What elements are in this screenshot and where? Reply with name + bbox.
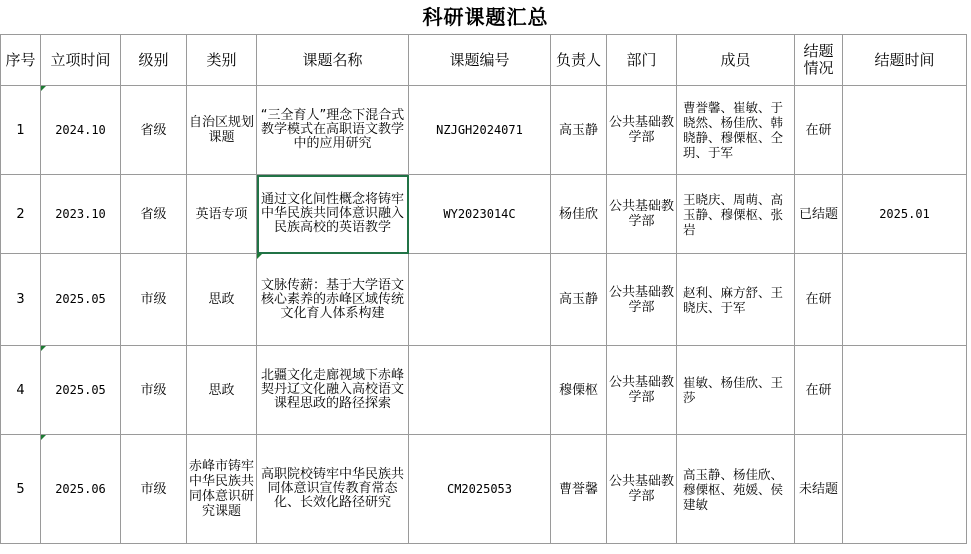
cell-leader[interactable]: 曹誉馨: [551, 435, 607, 544]
header-row: [1, 35, 967, 86]
cell-code[interactable]: CM2025053: [409, 435, 551, 544]
cell-end-date[interactable]: [843, 346, 967, 435]
cell-leader[interactable]: 高玉静: [551, 254, 607, 346]
table-row: [1, 86, 967, 175]
cell-date[interactable]: 2025.05: [41, 254, 121, 346]
cell-members[interactable]: 赵利、麻方舒、王晓庆、于军: [677, 254, 795, 346]
cell-category[interactable]: 赤峰市铸牢中华民族共同体意识研究课题: [187, 435, 257, 544]
header-dept[interactable]: 部门: [607, 35, 677, 86]
cell-no[interactable]: 1: [1, 86, 41, 175]
cell-end-date[interactable]: 2025.01: [843, 175, 967, 254]
cell-code[interactable]: [409, 346, 551, 435]
cell-code[interactable]: [409, 254, 551, 346]
cell-members[interactable]: 高玉静、杨佳欣、穆傈枢、苑媛、侯建敏: [677, 435, 795, 544]
cell-name[interactable]: 高职院校铸牢中华民族共同体意识宣传教育常态化、长效化路径研究: [257, 435, 409, 544]
cell-end-date[interactable]: [843, 86, 967, 175]
cell-level[interactable]: 省级: [121, 175, 187, 254]
table-row: [1, 346, 967, 435]
cell-status[interactable]: 在研: [795, 254, 843, 346]
cell-dept[interactable]: 公共基础教学部: [607, 175, 677, 254]
cell-category[interactable]: 思政: [187, 346, 257, 435]
cell-end-date[interactable]: [843, 435, 967, 544]
cell-leader[interactable]: 穆傈枢: [551, 346, 607, 435]
cell-name[interactable]: 文脉传薪：基于大学语文核心素养的赤峰区域传统文化育人体系构建: [257, 254, 409, 346]
cell-level[interactable]: 省级: [121, 86, 187, 175]
header-status[interactable]: 结题情况: [795, 35, 843, 86]
cell-no[interactable]: 2: [1, 175, 41, 254]
cell-end-date[interactable]: [843, 254, 967, 346]
cell-date[interactable]: 2025.06: [41, 435, 121, 544]
cell-members[interactable]: 曹誉馨、崔敏、于晓然、杨佳欣、韩晓静、穆傈枢、仝玥、于军: [677, 86, 795, 175]
cell-members[interactable]: 王晓庆、周萌、高玉静、穆傈枢、张岩: [677, 175, 795, 254]
header-end-date[interactable]: 结题时间: [843, 35, 967, 86]
header-code[interactable]: 课题编号: [409, 35, 551, 86]
cell-name[interactable]: 北疆文化走廊视域下赤峰契丹辽文化融入高校语文课程思政的路径探索: [257, 346, 409, 435]
cell-date[interactable]: 2023.10: [41, 175, 121, 254]
research-projects-table: [0, 34, 967, 544]
cell-date[interactable]: 2025.05: [41, 346, 121, 435]
header-level[interactable]: 级别: [121, 35, 187, 86]
cell-no[interactable]: 4: [1, 346, 41, 435]
cell-leader[interactable]: 杨佳欣: [551, 175, 607, 254]
cell-members[interactable]: 崔敏、杨佳欣、王莎: [677, 346, 795, 435]
table-row: [1, 435, 967, 544]
sheet-title: 科研课题汇总: [422, 5, 549, 29]
cell-no[interactable]: 3: [1, 254, 41, 346]
header-no[interactable]: 序号: [1, 35, 41, 86]
header-members[interactable]: 成员: [677, 35, 795, 86]
cell-code[interactable]: WY2023014C: [409, 175, 551, 254]
cell-status[interactable]: 在研: [795, 346, 843, 435]
cell-category[interactable]: 自治区规划课题: [187, 86, 257, 175]
cell-dept[interactable]: 公共基础教学部: [607, 254, 677, 346]
cell-dept[interactable]: 公共基础教学部: [607, 435, 677, 544]
header-category[interactable]: 类别: [187, 35, 257, 86]
table-row: [1, 254, 967, 346]
cell-category[interactable]: 英语专项: [187, 175, 257, 254]
cell-level[interactable]: 市级: [121, 435, 187, 544]
cell-level[interactable]: 市级: [121, 346, 187, 435]
cell-date[interactable]: 2024.10: [41, 86, 121, 175]
header-name[interactable]: 课题名称: [257, 35, 409, 86]
cell-name-selected[interactable]: 通过文化间性概念将铸牢中华民族共同体意识融入民族高校的英语教学: [257, 175, 409, 254]
header-leader[interactable]: 负责人: [551, 35, 607, 86]
cell-category[interactable]: 思政: [187, 254, 257, 346]
cell-leader[interactable]: 高玉静: [551, 86, 607, 175]
header-date[interactable]: 立项时间: [41, 35, 121, 86]
cell-status[interactable]: 已结题: [795, 175, 843, 254]
cell-level[interactable]: 市级: [121, 254, 187, 346]
cell-status[interactable]: 未结题: [795, 435, 843, 544]
cell-no[interactable]: 5: [1, 435, 41, 544]
cell-name[interactable]: “三全育人”理念下混合式教学模式在高职语文教学中的应用研究: [257, 86, 409, 175]
cell-dept[interactable]: 公共基础教学部: [607, 346, 677, 435]
table-row: [1, 175, 967, 254]
cell-code[interactable]: NZJGH2024071: [409, 86, 551, 175]
cell-dept[interactable]: 公共基础教学部: [607, 86, 677, 175]
cell-status[interactable]: 在研: [795, 86, 843, 175]
